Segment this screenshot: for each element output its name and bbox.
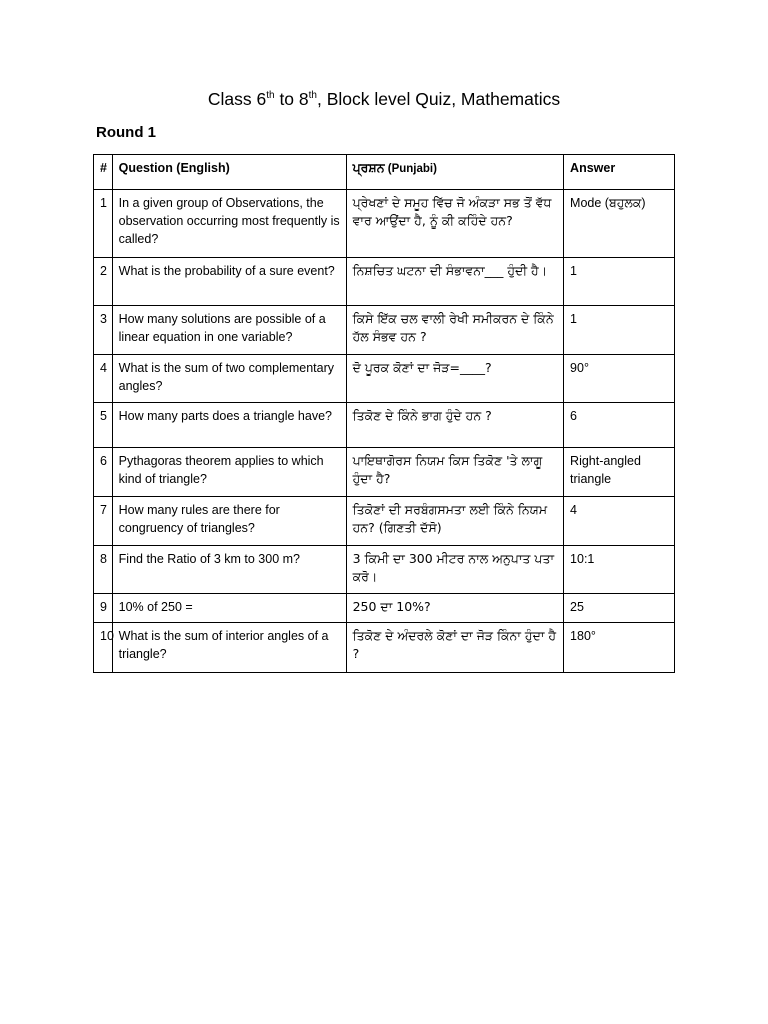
answer: 4 [564, 497, 675, 546]
header-number: # [94, 155, 113, 190]
answer: 10:1 [564, 546, 675, 594]
document-title [0, 86, 768, 112]
answer: 25 [564, 594, 675, 623]
row-number: 7 [94, 497, 113, 546]
row-number: 6 [94, 448, 113, 497]
table-row [94, 497, 675, 546]
row-number: 2 [94, 258, 113, 306]
question-punjabi: 250 ਦਾ 10%? [346, 594, 563, 623]
question-punjabi: ਤਿਕੋਣ ਦੇ ਕਿੰਨੇ ਭਾਗ ਹੁੰਦੇ ਹਨ ? [346, 403, 563, 448]
question-english: 10% of 250 = [112, 594, 346, 623]
question-punjabi: ਪ੍ਰੇਖਣਾਂ ਦੇ ਸਮੂਹ ਵਿੱਚ ਜੋ ਅੰਕੜਾ ਸਭ ਤੋਂ ਵੱਧ ਵਾਰ ਆਉਂਦਾ ਹੈ, ਨੂੰ ਕੀ ਕਹਿੰਦੇ ਹਨ? [346, 190, 563, 258]
question-punjabi: ਦੋ ਪੂਰਕ ਕੋਣਾਂ ਦਾ ਜੋੜ=____? [346, 355, 563, 403]
answer: Mode (ਬਹੁਲਕ) [564, 190, 675, 258]
table-row [94, 594, 675, 623]
table-row [94, 306, 675, 355]
question-punjabi: 3 ਕਿਮੀ ਦਾ 300 ਮੀਟਰ ਨਾਲ ਅਨੁਪਾਤ ਪਤਾ ਕਰੋ। [346, 546, 563, 594]
answer: 1 [564, 258, 675, 306]
title-suffix: , Block level Quiz, Mathematics [316, 89, 561, 109]
table-row [94, 355, 675, 403]
header-answer: Answer [564, 155, 675, 190]
header-punjabi-label: ਪ੍ਰਸ਼ਨ [352, 161, 385, 175]
row-number: 9 [94, 594, 113, 623]
quiz-table [93, 154, 675, 673]
title-superscript-1: th [266, 90, 275, 101]
question-english: What is the probability of a sure event? [112, 258, 346, 306]
title-prefix: Class 6 [207, 89, 267, 109]
header-question-english: Question (English) [112, 155, 346, 190]
question-punjabi: ਨਿਸ਼ਚਿਤ ਘਟਨਾ ਦੀ ਸੰਭਾਵਨਾ___ ਹੁੰਦੀ ਹੈ। [346, 258, 563, 306]
answer: 180° [564, 623, 675, 673]
row-number: 8 [94, 546, 113, 594]
header-question-punjabi [346, 155, 563, 190]
question-english: What is the sum of interior angles of a triangle? [112, 623, 346, 673]
answer: 1 [564, 306, 675, 355]
table-row [94, 190, 675, 258]
question-english: Pythagoras theorem applies to which kind of triangle? [112, 448, 346, 497]
table-row [94, 546, 675, 594]
question-english: In a given group of Observations, the observation occurring most frequently is called? [112, 190, 346, 258]
table-row [94, 448, 675, 497]
question-english: Find the Ratio of 3 km to 300 m? [112, 546, 346, 594]
question-english: How many rules are there for congruency of triangles? [112, 497, 346, 546]
question-english: What is the sum of two complementary angles? [112, 355, 346, 403]
header-punjabi-sublabel: (Punjabi) [384, 163, 437, 175]
question-punjabi: ਪਾਇਥਾਗੋਰਸ ਨਿਯਮ ਕਿਸ ਤਿਕੋਣ 'ਤੇ ਲਾਗੂ ਹੁੰਦਾ ਹੈ? [346, 448, 563, 497]
answer: 90° [564, 355, 675, 403]
row-number: 10 [94, 623, 113, 673]
question-punjabi: ਕਿਸੇ ਇੱਕ ਚਲ ਵਾਲੀ ਰੇਖੀ ਸਮੀਕਰਨ ਦੇ ਕਿੰਨੇ ਹੱਲ ਸੰਭਵ ਹਨ ? [346, 306, 563, 355]
row-number: 3 [94, 306, 113, 355]
table-header-row [94, 155, 675, 190]
answer: Right-angled triangle [564, 448, 675, 497]
row-number: 1 [94, 190, 113, 258]
title-middle: to 8 [274, 89, 309, 109]
question-english: How many solutions are possible of a linear equation in one variable? [112, 306, 346, 355]
row-number: 4 [94, 355, 113, 403]
table-row [94, 403, 675, 448]
answer: 6 [564, 403, 675, 448]
question-english: How many parts does a triangle have? [112, 403, 346, 448]
title-superscript-2: th [308, 90, 317, 101]
table-body [94, 190, 675, 673]
table-row [94, 623, 675, 673]
row-number: 5 [94, 403, 113, 448]
table-row [94, 258, 675, 306]
round-heading: Round 1 [96, 124, 156, 141]
question-punjabi: ਤਿਕੋਣਾਂ ਦੀ ਸਰਬੰਗਸਮਤਾ ਲਈ ਕਿੰਨੇ ਨਿਯਮ ਹਨ? (ਗਿਣਤੀ ਦੱਸੋ) [346, 497, 563, 546]
question-punjabi: ਤਿਕੋਣ ਦੇ ਅੰਦਰਲੇ ਕੋਣਾਂ ਦਾ ਜੋੜ ਕਿੰਨਾ ਹੁੰਦਾ ਹੈ ? [346, 623, 563, 673]
